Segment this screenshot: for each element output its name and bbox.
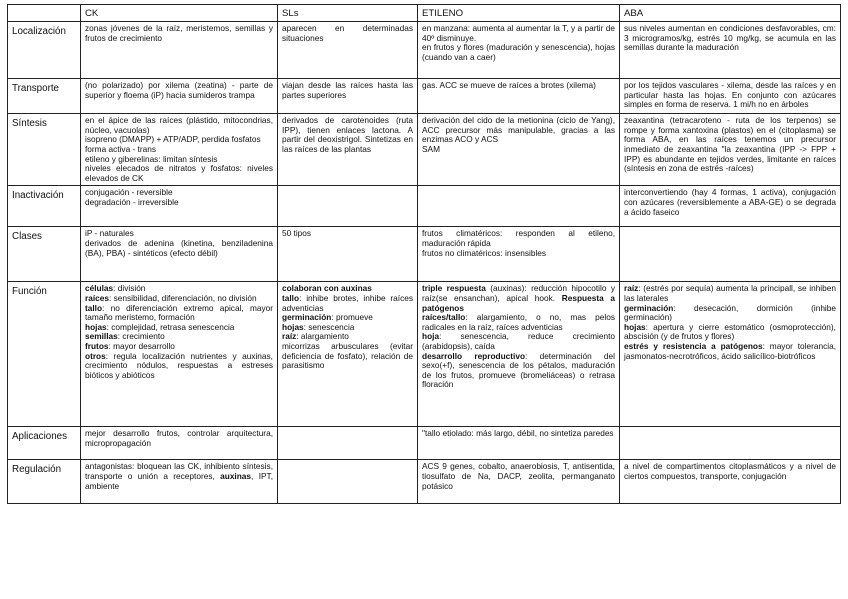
cell-text: frutos climatéricos: responden al etileno, maduración rápida <box>422 228 615 248</box>
cell-text: etileno y giberelinas: limitan síntesis <box>85 153 218 164</box>
cell-text: : apertura y cierre estomático (osmoprotección), abscisión (y de frutos y flores) <box>624 321 836 342</box>
table-row <box>8 227 841 282</box>
table-row <box>8 427 841 460</box>
cell-text: : complejidad, retrasa senescencia <box>106 321 235 332</box>
bold-term: otros <box>85 350 106 361</box>
bold-term: tallo <box>282 293 300 303</box>
cell-text: iP - naturales <box>85 228 134 239</box>
cell-line <box>624 81 836 110</box>
cell-text: conjugación - reversible <box>85 187 173 198</box>
cell-aba <box>620 79 841 114</box>
cell-line <box>624 462 836 481</box>
bold-term: semillas <box>85 331 118 342</box>
table-row <box>8 282 841 427</box>
cell-line <box>422 332 615 351</box>
cell-line <box>422 81 615 91</box>
cell-line <box>85 352 273 381</box>
table-row <box>8 460 841 504</box>
table-row <box>8 79 841 114</box>
hormone-comparison-table <box>7 4 841 504</box>
cell-ck <box>81 282 278 427</box>
cell-ck <box>81 460 278 504</box>
cell-text: : mayor tolerancia, jasmonatos-necrotróficos, ácido salicílico-biotróficos <box>624 341 837 361</box>
cell-text: viajan desde las raíces hasta las partes superiores <box>282 80 413 100</box>
cell-text: : alargamiento, o no, mas pelos radicales en la raíz, raíces adventicias <box>422 312 615 332</box>
cell-sls <box>278 227 418 282</box>
cell-text: a nivel de compartimentos citoplasmáticos y a nivel de ciertos compuestos, transporte, conjugación <box>624 461 836 481</box>
bold-term: hojas <box>624 321 646 332</box>
table-body <box>8 22 841 504</box>
cell-text: aparecen en determinadas situaciones <box>282 23 413 43</box>
cell-text: por los tejidos vasculares - xilema, desde las raíces y en particular hasta las hojas. En conjunto con azúcares simples en forma de reserva. 1 mi/h no en árboles <box>624 80 836 110</box>
bold-term: tallo <box>85 302 103 313</box>
row-header: Clases <box>8 227 81 282</box>
cell-aba <box>620 227 841 282</box>
bold-term: germinación <box>624 302 674 313</box>
cell-etileno <box>418 186 620 227</box>
cell-sls <box>278 79 418 114</box>
cell-text: : inhibe brotes, inhibe raíces adventicias <box>282 293 413 313</box>
cell-line <box>624 284 836 303</box>
cell-line <box>624 116 836 174</box>
bold-term: colaboran con auxinas <box>282 283 372 294</box>
cell-text: mejor desarrollo frutos, controlar arquitectura, micropropagación <box>85 428 273 448</box>
cell-text: (no polarizado) por xilema (zeatina) - parte de superior y floema (iP) hacia sumideros trampa <box>85 80 273 100</box>
cell-line <box>85 304 273 323</box>
cell-line <box>422 462 615 491</box>
cell-text: ACS 9 genes, cobalto, anaerobiosis, T, antisentida, tiosulfato de Na, DACP, zeolita, permanganato potásico <box>422 461 615 491</box>
cell-text: : senescencia <box>303 321 355 332</box>
cell-line <box>282 24 413 43</box>
cell-text: en el ápice de las raíces (plástido, mitocondrias, núcleo, vacuolas) <box>85 115 273 135</box>
cell-line <box>422 24 615 43</box>
bold-term: triple respuesta <box>422 283 486 294</box>
cell-etileno <box>418 79 620 114</box>
cell-text: : crecimiento <box>117 331 165 342</box>
cell-text: (auxinas): reducción hipocotilo y raíz(se ensanchan), apical hook. <box>422 283 616 303</box>
bold-term: estrés y resistencia a patógenos <box>624 341 763 352</box>
cell-text: niveles elecados de nitratos y fosfatos: niveles elevados de CK <box>85 163 273 183</box>
bold-term: raíz <box>624 283 639 294</box>
cell-line <box>422 249 615 259</box>
header-row <box>8 5 841 22</box>
cell-line <box>282 116 413 154</box>
bold-term: raíces <box>85 293 109 303</box>
cell-line <box>422 429 615 439</box>
cell-sls <box>278 22 418 79</box>
cell-aba <box>620 186 841 227</box>
cell-ck <box>81 114 278 186</box>
table-row <box>8 186 841 227</box>
cell-etileno <box>418 427 620 460</box>
bold-term: Respuesta a patógenos <box>422 293 615 313</box>
cell-sls <box>278 460 418 504</box>
cell-line <box>85 24 273 43</box>
cell-line <box>282 342 413 371</box>
cell-text: micorrizas arbusculares (evitar deficiencia de fosfato), relación de parasitismo <box>282 341 413 371</box>
cell-ck <box>81 22 278 79</box>
column-header-sls: SLs <box>278 5 418 22</box>
cell-text: : senescencia, reduce crecimiento (arabidopsis), caída <box>422 331 615 352</box>
cell-text: degradación - irreversible <box>85 197 179 207</box>
cell-line <box>624 342 836 361</box>
cell-text: : mayor desarrollo <box>108 341 175 352</box>
corner-cell <box>8 5 81 22</box>
cell-text: isopreno (DMAPP) + ATP/ADP, perdida fosfatos <box>85 134 261 145</box>
cell-text: : determinación del sexo(+f), senescencia de los pétalos, maduración de los frutos, promueve (bromeliáceas) o retrasa floración <box>422 350 615 390</box>
cell-aba <box>620 427 841 460</box>
cell-text: zeaxantina (tetracaroteno - ruta de los terpenos) se rompe y forma xantoxina (plastos) en el (citoplasma) se forma ABA, en las raíces tenemos un precursor inmediato de zeaxantina "la zeaxantina (IPP -> FPP + IPP) es abundante en tejidos verdes, limitante en raíces (síntesis en zona de estrés -raíces) <box>624 115 836 174</box>
cell-text: : alargamiento <box>296 331 349 342</box>
table-row <box>8 114 841 186</box>
cell-line <box>85 429 273 448</box>
cell-sls <box>278 282 418 427</box>
cell-text: forma activa - trans <box>85 143 157 154</box>
cell-text: frutos no climatéricos: insensibles <box>422 247 547 258</box>
column-header-etileno: ETILENO <box>418 5 620 22</box>
cell-line <box>624 188 836 217</box>
cell-text: : promueve <box>331 312 373 323</box>
cell-ck <box>81 186 278 227</box>
column-header-ck: CK <box>81 5 278 22</box>
cell-line <box>282 229 413 239</box>
cell-line <box>422 313 615 332</box>
cell-line <box>422 116 615 145</box>
bold-term: hojas <box>85 321 107 332</box>
cell-text: derivados de adenina (kinetina, benziladenina (BA), PBA) - sintéticos (efecto débil) <box>85 238 273 258</box>
cell-line <box>624 304 836 323</box>
row-header: Síntesis <box>8 114 81 186</box>
cell-line <box>85 116 273 135</box>
cell-aba <box>620 22 841 79</box>
row-header: Aplicaciones <box>8 427 81 460</box>
cell-etileno <box>418 114 620 186</box>
cell-text: en frutos y flores (maduración y senescencia), hojas (cuando van a caer) <box>422 42 615 62</box>
cell-text: derivados de carotenoides (ruta IPP), tienen enlaces lactona. A partir del deoxistrigol. Sintetizas en las raíces de las plantas <box>282 115 413 154</box>
cell-line <box>85 198 273 208</box>
cell-aba <box>620 114 841 186</box>
bold-term: auxinas <box>220 471 252 481</box>
cell-etileno <box>418 460 620 504</box>
cell-text: antagonistas: bloquean las CK, inhibiento síntesis, transporte o unión a receptores, <box>85 461 273 481</box>
cell-line <box>422 145 615 155</box>
cell-text: : sensibilidad, diferenciación, no división <box>109 293 257 303</box>
bold-term: células <box>85 283 114 294</box>
cell-text: : desecación, dormición (inhibe germinación) <box>624 302 836 323</box>
cell-text: : regula localización nutrientes y auxinas, crecimiento nódulos, respuestas a estreses bióticos y abióticos <box>85 350 273 380</box>
bold-term: hojas <box>282 321 304 332</box>
cell-text: gas. ACC se mueve de raíces a brotes (xilema) <box>422 80 596 91</box>
cell-text: : división <box>113 283 146 294</box>
cell-text: 50 tipos <box>282 228 312 239</box>
cell-text: , IPT, ambiente <box>85 471 273 491</box>
row-header: Inactivación <box>8 186 81 227</box>
table-row <box>8 22 841 79</box>
row-header: Localización <box>8 22 81 79</box>
bold-term: frutos <box>85 341 109 352</box>
cell-line <box>624 323 836 342</box>
cell-line <box>85 81 273 100</box>
column-header-aba: ABA <box>620 5 841 22</box>
cell-line <box>282 294 413 313</box>
cell-etileno <box>418 22 620 79</box>
cell-line <box>85 164 273 183</box>
cell-text: : (estrés por sequía) aumenta la principall, se inhiben las laterales <box>624 283 836 303</box>
cell-text: derivación del cido de la metionina (ciclo de Yang), ACC precursor más manipulable, gracias a las enzimas ACO y ACS <box>422 115 615 145</box>
cell-text: : no diferenciación extremo apical, mayor tamaño meristemo, formación <box>85 302 273 323</box>
cell-aba <box>620 460 841 504</box>
cell-sls <box>278 186 418 227</box>
cell-ck <box>81 427 278 460</box>
cell-line <box>422 43 615 62</box>
cell-line <box>282 81 413 100</box>
row-header: Regulación <box>8 460 81 504</box>
cell-sls <box>278 427 418 460</box>
cell-sls <box>278 114 418 186</box>
cell-text: interconvertiendo (hay 4 formas, 1 activa), conjugación con azúcares (reversiblemente a ABA-GE) o se degrada a ácido faseico <box>624 187 836 217</box>
bold-term: hoja <box>422 331 440 342</box>
row-header: Transporte <box>8 79 81 114</box>
bold-term: desarrollo reproductivo <box>422 350 526 361</box>
bold-term: raíces/tallo <box>422 312 466 323</box>
bold-term: germinación <box>282 312 332 323</box>
cell-line <box>422 229 615 248</box>
cell-etileno <box>418 282 620 427</box>
cell-text: "tallo etiolado: más largo, débil, no sintetiza paredes <box>422 428 614 439</box>
cell-line <box>624 24 836 53</box>
cell-text: zonas jóvenes de la raíz, meristemos, semillas y frutos de crecimiento <box>85 23 273 43</box>
cell-text: sus niveles aumentan en condiciones desfavorables, cm: 3 microgramos/kg, estrés 10 mg/kg, se acumula en las semillas durante la maduración <box>624 23 836 53</box>
bold-term: raíz <box>282 331 297 342</box>
row-header: Función <box>8 282 81 427</box>
cell-etileno <box>418 227 620 282</box>
cell-line <box>85 239 273 258</box>
cell-ck <box>81 227 278 282</box>
cell-text: SAM <box>422 143 440 154</box>
cell-ck <box>81 79 278 114</box>
cell-line <box>422 352 615 390</box>
cell-aba <box>620 282 841 427</box>
cell-text: en manzana: aumenta al aumentar la T, y a partir de 40º disminuye. <box>422 23 615 43</box>
